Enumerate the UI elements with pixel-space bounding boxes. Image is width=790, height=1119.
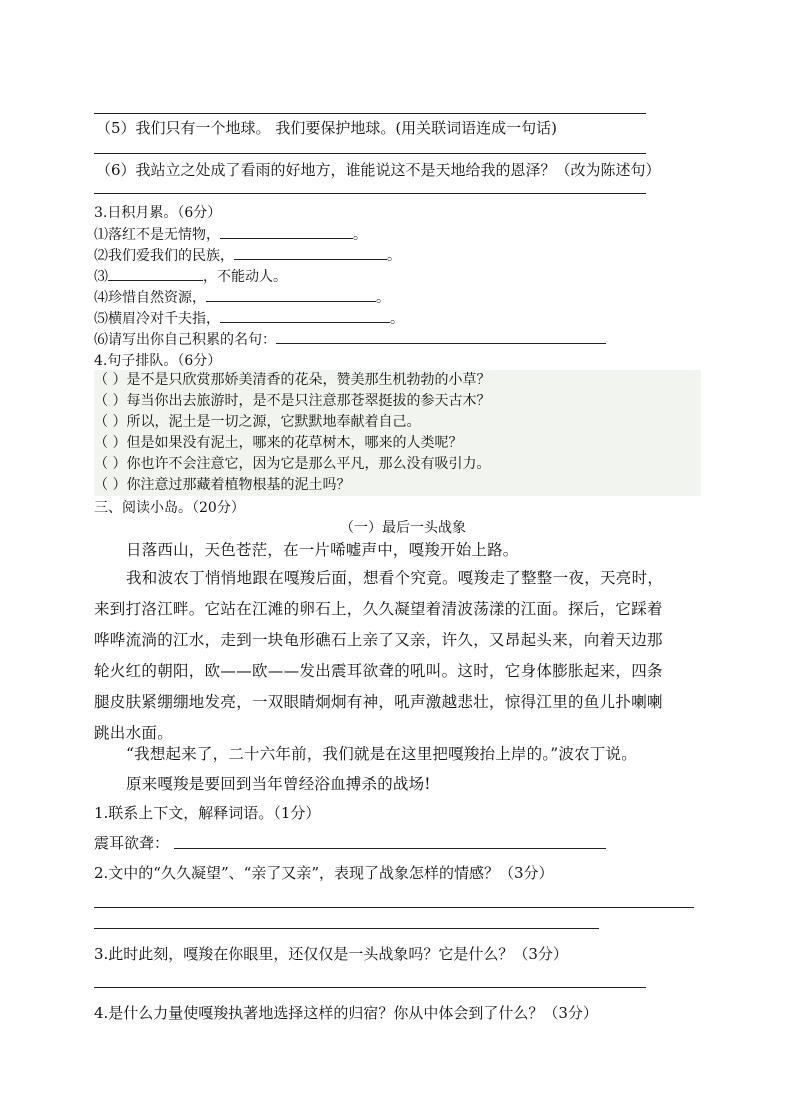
- answer-line-q5[interactable]: [94, 153, 646, 154]
- order-text-4: 但是如果没有泥土，哪来的花草树木，哪来的人类呢？: [126, 435, 463, 451]
- recall-item-3-prefix: ⑶: [94, 269, 108, 285]
- order-text-2: 每当你出去旅游时，是不是只注意那苍翠挺拔的参天古木？: [126, 393, 491, 409]
- recall-item-2: [94, 245, 401, 265]
- order-text-6: 你注意过那藏着植物根基的泥土吗？: [126, 477, 351, 493]
- order-text-5: 你也许不会注意它，因为它是那么平凡，那么没有吸引力。: [126, 456, 491, 472]
- order-bracket-3[interactable]: （ ）: [94, 414, 127, 430]
- passage-paragraph-3: “我想起来了，二十六年前，我们就是在这里把嘎羧抬上岸的。”波农丁说。: [126, 745, 637, 763]
- recall-blank-4[interactable]: [206, 287, 376, 302]
- reading-question-3: 3.此时此刻，嘎羧在你眼里，还仅仅是一头战象吗？它是什么？（3分）: [94, 945, 568, 963]
- order-bracket-4[interactable]: （ ）: [94, 435, 127, 451]
- recall-item-3-suffix: ，不能动人。: [203, 269, 287, 285]
- order-bracket-2[interactable]: （ ）: [94, 393, 127, 409]
- answer-line-q6[interactable]: [94, 193, 646, 194]
- order-bracket-1[interactable]: （ ）: [94, 372, 127, 388]
- order-bracket-6[interactable]: （ ）: [94, 477, 127, 493]
- recall-item-4-suffix: 。: [376, 290, 390, 306]
- recall-blank-2[interactable]: [234, 245, 387, 260]
- section-3-title: 3.日积月累。（6分）: [94, 205, 222, 221]
- reading-question-1-term: 震耳欲聋：: [94, 834, 170, 852]
- reading-question-2: 2.文中的“久久凝望”、“亲了又亲”，表现了战象怎样的情感？（3分）: [94, 864, 554, 882]
- question-5: （5）我们只有一个地球。 我们要保护地球。(用关联词语连成一句话): [96, 119, 558, 137]
- question-6: （6）我站立之处成了看雨的好地方，谁能说这不是天地给我的恩泽？（改为陈述句）: [96, 161, 661, 179]
- order-row-6: [94, 475, 701, 496]
- order-row-5: [94, 454, 701, 475]
- order-row-2: [94, 391, 701, 412]
- reading-question-1: 1.联系上下文，解释词语。（1分）: [94, 804, 321, 822]
- recall-blank-6[interactable]: [276, 329, 606, 344]
- recall-blank-5[interactable]: [220, 308, 390, 323]
- recall-item-1: [94, 224, 367, 244]
- recall-item-5-suffix: 。: [390, 311, 404, 327]
- recall-item-6-prefix: ⑹请写出你自己积累的名句：: [94, 332, 276, 348]
- reading-section-title: 三、阅读小岛。（20分）: [94, 500, 245, 516]
- section-4-title: 4.句子排队。（6分）: [94, 353, 222, 369]
- passage-paragraph-2: 我和波农丁悄悄地跟在嘎羧后面，想看个究竟。嘎羧走了整整一夜，天亮时，来到打洛江畔。它站在江滩的卵石上，久久凝望着清波荡漾的江面。探后，它踩着哗哗流淌的江水，走到一块龟形礁石上亲了又亲，许久，又昂起头来，向着天边那轮火红的朝阳，欧——欧——发出震耳欲聋的吼叫。这时，它身体膨胀起来，四条腿皮肤紧绷绷地发亮，一双眼睛炯炯有神，吼声激越悲壮，惊得江里的鱼儿扑喇喇跳出水面。: [94, 569, 664, 742]
- recall-item-2-prefix: ⑵我们爱我们的民族，: [94, 248, 234, 264]
- answer-line-rq2-b[interactable]: [94, 928, 599, 929]
- answer-line-rq1[interactable]: [174, 848, 606, 849]
- order-row-3: [94, 412, 701, 433]
- order-row-1: [94, 370, 701, 391]
- answer-line-top[interactable]: [94, 113, 646, 114]
- recall-item-1-suffix: 。: [353, 227, 367, 243]
- answer-line-rq2-a[interactable]: [94, 907, 694, 908]
- order-row-4: [94, 433, 701, 454]
- passage-paragraph-1: 日落西山，天色苍茫，在一片唏嘘声中，嘎羧开始上路。: [126, 541, 519, 559]
- order-bracket-5[interactable]: （ ）: [94, 456, 127, 472]
- passage-title: （一）最后一头战象: [340, 520, 466, 536]
- recall-item-6: [94, 329, 606, 349]
- recall-item-5: [94, 308, 404, 328]
- recall-item-4: [94, 287, 390, 307]
- recall-item-2-suffix: 。: [387, 248, 401, 264]
- recall-item-1-prefix: ⑴落红不是无情物，: [94, 227, 220, 243]
- recall-item-5-prefix: ⑸横眉冷对千夫指，: [94, 311, 220, 327]
- order-text-1: 是不是只欣赏那娇美清香的花朵，赞美那生机勃勃的小草？: [126, 372, 491, 388]
- recall-item-3: [94, 266, 287, 286]
- passage-paragraph-4: 原来嘎羧是要回到当年曾经浴血搏杀的战场!: [126, 775, 431, 793]
- recall-blank-3[interactable]: [108, 266, 203, 281]
- recall-item-4-prefix: ⑷珍惜自然资源，: [94, 290, 206, 306]
- reading-question-4: 4.是什么力量使嘎羧执著地选择这样的归宿？你从中体会到了什么？（3分）: [94, 1004, 598, 1022]
- order-text-3: 所以，泥土是一切之源，它默默地奉献着自己。: [126, 414, 421, 430]
- answer-line-rq3[interactable]: [94, 987, 646, 988]
- recall-blank-1[interactable]: [220, 224, 353, 239]
